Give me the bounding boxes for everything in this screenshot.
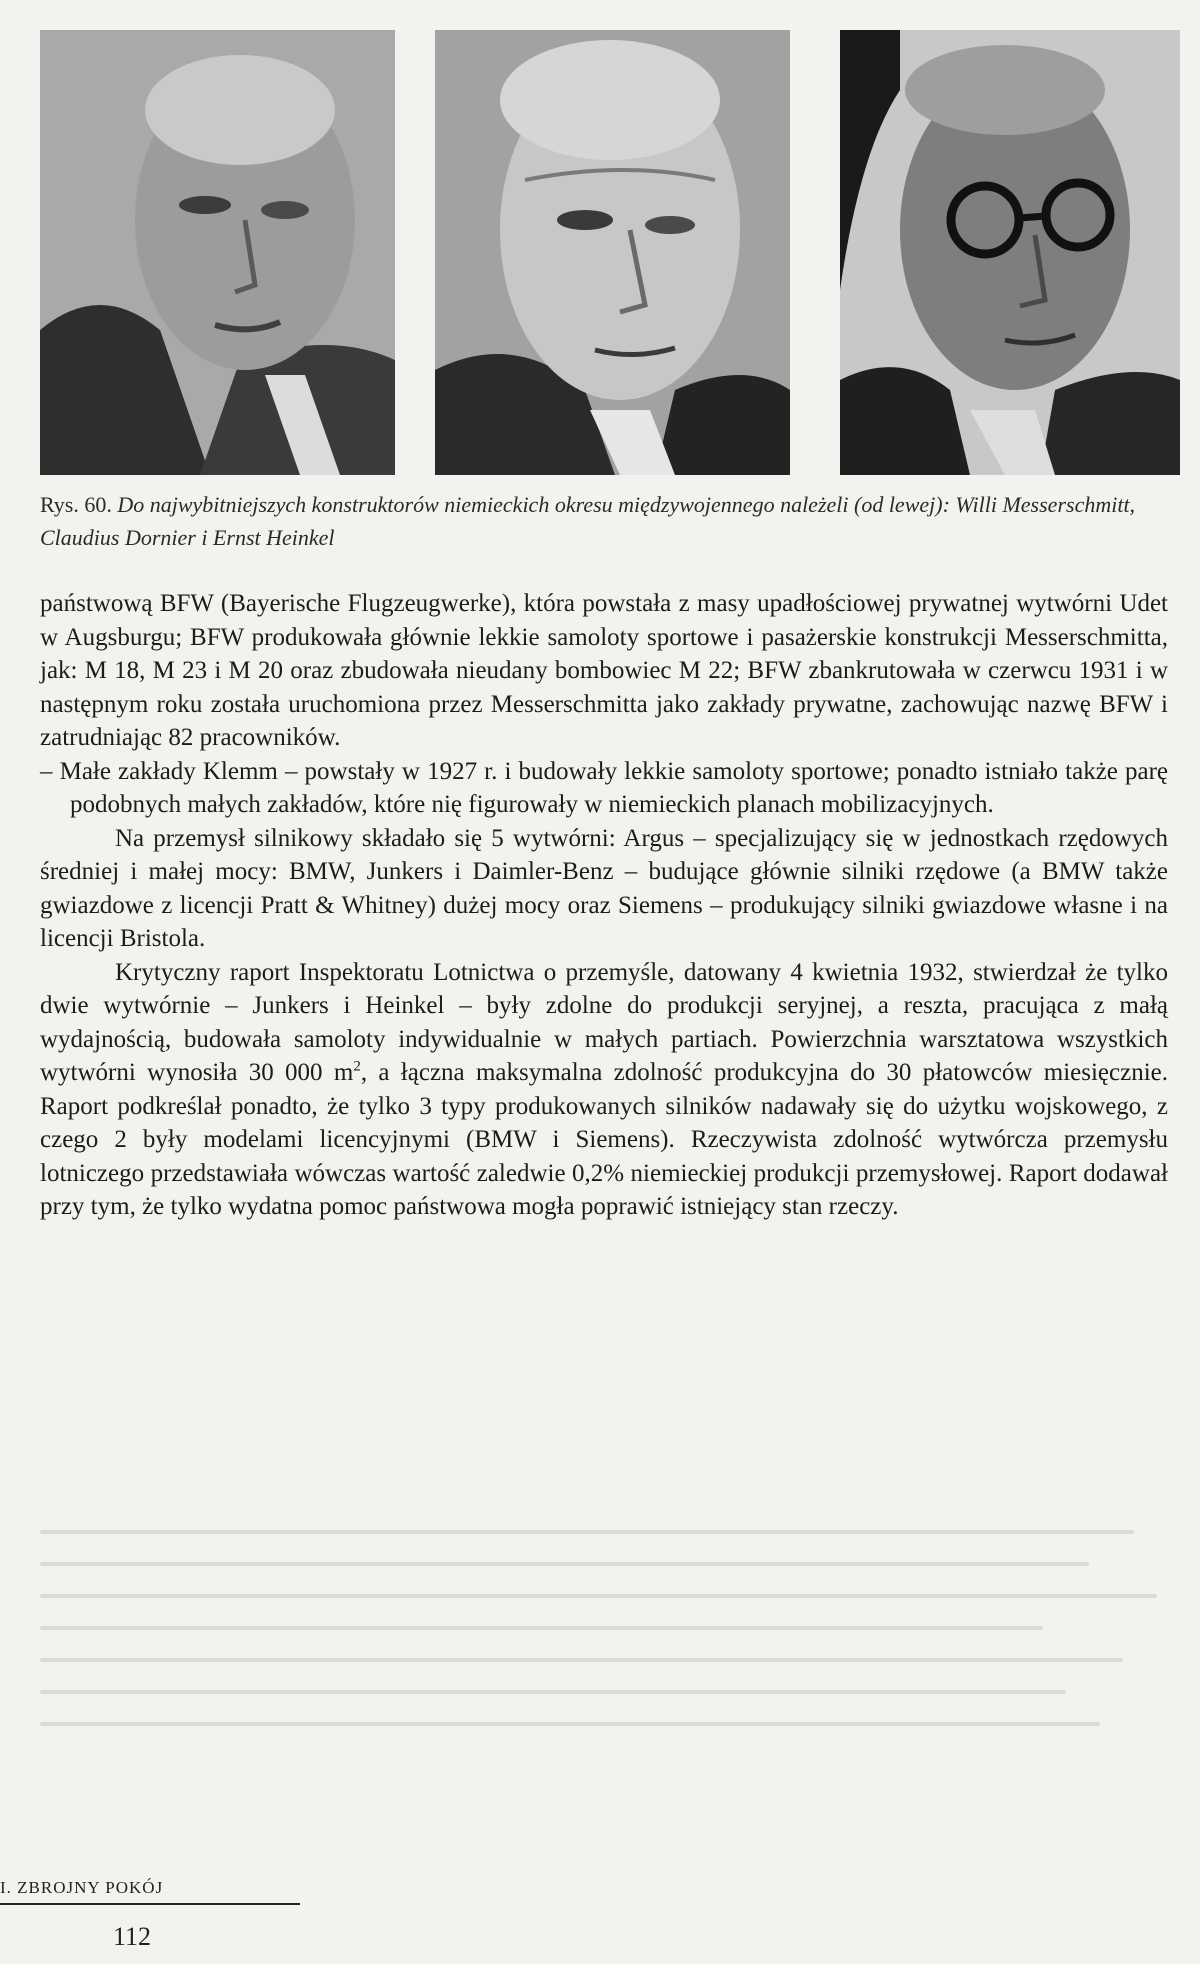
figure-caption-text: Do najwybitniejszych konstruktorów niemieckich okresu międzywojennego należeli (od lewej): Willi Messerschmitt, Claudius Dornier i Ernst Heinkel <box>40 492 1136 550</box>
portrait-photo-heinkel <box>840 30 1180 475</box>
superscript-2: 2 <box>353 1058 361 1075</box>
paragraph-bfw: państwową BFW (Bayerische Flugzeugwerke), która powstała z masy upadłościowej prywatnej wytwórni Udet w Augsburgu; BFW produkowała głównie lekkie samoloty sportowe i pasażerskie konstrukcji Messerschmitta, jak: M 18, M 23 i M 20 oraz zbudowała nieudany bombowiec M 22; BFW zbankrutowała w czerwcu 1931 i w następnym roku została uruchomiona przez Messerschmitta jako zakłady prywatne, zachowując nazwę BFW i zatrudniając 82 pracowników. <box>40 590 1168 751</box>
body-text <box>40 587 1168 1224</box>
report-text-part-2: , a łączna maksymalna zdolność produkcyjna do 30 płatowców miesięcznie. Raport podkreślał ponadto, że tylko 3 typy produkowanych silników nadawały się do użytku wojskowego, z czego 2 były modelami licencyjnymi (BMW i Siemens). Rzeczywista zdolność wytwórcza przemysłu lotniczego przedstawiała wówczas wartość zaledwie 0,2% niemieckiej produkcji przemysłowej. Raport dodawał przy tym, że tylko wydatna pomoc państwowa mogła poprawić istniejący stan rzeczy. <box>40 1059 1168 1220</box>
figure-label: Rys. 60. <box>40 492 112 517</box>
figure-caption <box>40 488 1180 554</box>
running-head: I. ZBROJNY POKÓJ <box>0 1878 164 1897</box>
running-head-rule <box>0 1903 300 1905</box>
portrait-photo-messerschmitt <box>40 30 395 475</box>
page-number: 112 <box>113 1922 152 1951</box>
report-text-part-1: Krytyczny raport Inspektoratu Lotnictwa o przemyśle, datowany 4 kwietnia 1932, stwierdzał że tylko dwie wytwórnie – Junkers i Heinkel – były zdolne do produkcji seryjnej, a reszta, pracująca z małą wydajnością, budowała samoloty indywidualnie w małych partiach. Powierzchnia warsztatowa wszystkich wytwórni wynosiła 30 000 m <box>40 958 1168 1086</box>
paragraph-inspectorate-report <box>40 956 1168 1224</box>
show-through-text <box>40 1530 1180 1830</box>
paragraph-engine-industry: Na przemysł silnikowy składało się 5 wytwórni: Argus – specjalizujący się w jednostkach rzędowych średniej i małej mocy: BMW, Junkers i Daimler-Benz – budujące głównie silniki rzędowe (a BMW także gwiazdowe z licencji Pratt & Whitney) dużej mocy oraz Siemens – produkujący silniki gwiazdowe własne i na licencji Bristola. <box>40 824 1168 952</box>
portrait-photos <box>40 30 1180 475</box>
paragraph-klemm: – Małe zakłady Klemm – powstały w 1927 r. i budowały lekkie samoloty sportowe; ponadto istniało także parę podobnych małych zakładów, które nię figurowały w niemieckich planach mobilizacyjnych. <box>40 757 1168 818</box>
portrait-photo-dornier <box>435 30 790 475</box>
